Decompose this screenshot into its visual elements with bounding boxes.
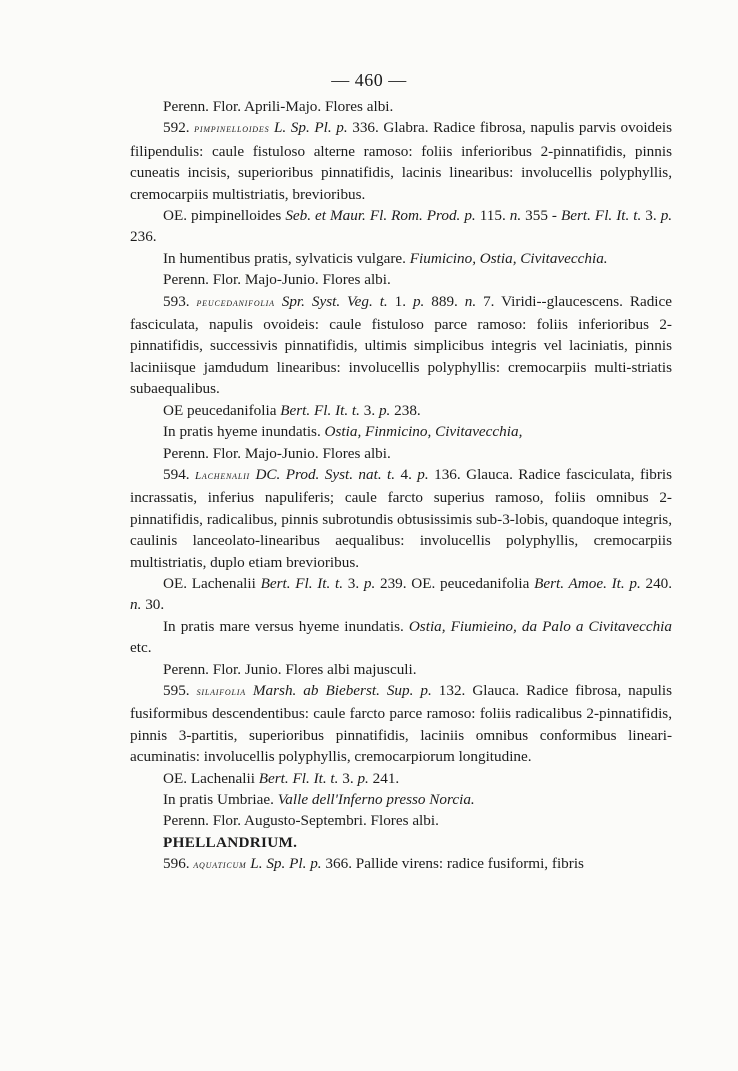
synonym-line: OE. pimpinelloides Seb. et Maur. Fl. Rom. Prod. p. 115. n. 355 - Bert. Fl. It. t. 3. p. 236. (130, 207, 673, 246)
phenology-line: Perenn. Flor. Majo-Junio. Flores albi. (163, 444, 391, 462)
habitat-line: In pratis mare versus hyeme inundatis. Ostia, Fiumieino, da Palo a Civitavecchia etc. (130, 617, 672, 657)
species-594-entry: 594. Lachenalii DC. Prod. Syst. nat. t. 4. p. 136. Glauca. Radice fasciculata, fibris incrassatis, inferius napuliferis; caule farcto superius ramoso, foliis omnibus 2-pinnatifidis, radicalibus, pinnis subrotundis obtusissimis sub-3-lobis, quandoque integris, caulinis lanceolato-linearibus aequalibus: involucellis polyphyllis, cremocarpiis multistriatis, duplo etiam brevioribus. (130, 465, 673, 571)
species-epithet: pimpinelloides (194, 123, 270, 136)
habitat-line: In pratis Umbriae. Valle dell'Inferno presso Norcia. (163, 791, 475, 808)
locality-list: Fiumicino, Ostia, Civitavecchia. (409, 249, 608, 267)
species-number: 592. (163, 119, 190, 137)
species-authority: DC. Prod. Syst. nat. t. (255, 465, 396, 483)
species-authority: L. Sp. Pl. p. (250, 855, 322, 873)
habitat-line: In humentibus pratis, sylvaticis vulgare. Fiumicino, Ostia, Civitavecchia. (163, 249, 608, 267)
species-authority: Spr. Syst. Veg. t. (281, 292, 388, 310)
species-epithet: peucedanifolia (196, 296, 275, 309)
species-description: 7. Viridi--glaucescens. Radice fasciculata, napulis ovoideis: caule fistuloso parce ramoso: foliis inferioribus 2-pinnatifidis, successivis pinnatifidis, ultimis simplicibus integris vel laciniatis, pinnis laciniisque jamdudum linearibus: involucellis polyphyllis: cremocarpiis multi-striatis subaequalibus. (130, 292, 673, 398)
locality-list: Ostia, Fiumieino, da Palo a Civitavecchia (408, 617, 672, 635)
species-595-entry (130, 680, 672, 768)
page-body (130, 96, 672, 877)
species-number: 593. (163, 292, 190, 310)
species-epithet: Lachenalii (195, 469, 251, 482)
locality-list: Valle dell'Inferno presso Norcia. (277, 791, 475, 808)
species-number: 596. (163, 855, 190, 873)
synonym-line: OE. Lachenalii Bert. Fl. It. t. 3. p. 241. (163, 769, 400, 787)
species-description: 336. Glabra. Radice fibrosa, napulis parvis ovoideis filipendulis: caule fistuloso alterne ramoso: foliis inferioribus 2-pinnatifidis, pinnis cuneatis incisis, superioribus pinnatifidis, lacinis linearibus: involucellis polyphyllis, cremocarpiis multistriatis, brevioribus. (130, 119, 673, 203)
species-596-entry (130, 853, 672, 876)
species-epithet: aquaticum (193, 859, 247, 872)
synonym-line: OE. Lachenalii Bert. Fl. It. t. 3. p. 239. OE. peucedanifolia Bert. Amoe. It. p. 240. n. 30. (130, 574, 673, 614)
phenology-line: Perenn. Flor. Majo-Junio. Flores albi. (163, 271, 391, 289)
species-593-entry: 593. peucedanifolia Spr. Syst. Veg. t. 1. p. 889. n. 7. Viridi--glaucescens. Radice fasciculata, napulis ovoideis: caule fistuloso parce ramoso: foliis inferioribus 2-pinnatifidis, successivis pinnatifidis, ultimis simplicibus integris vel laciniatis, pinnis laciniisque jamdudum linearibus: involucellis polyphyllis: cremocarpiis multi-striatis subaequalibus. (130, 292, 673, 398)
phenology-line: Perenn. Flor. Augusto-Septembri. Flores albi. (163, 812, 439, 830)
species-authority: L. Sp. Pl. p. (273, 119, 348, 137)
phenology-line: Perenn. Flor. Junio. Flores albi majusculi. (163, 660, 417, 678)
species-number: 594. (163, 465, 190, 483)
species-description: 366. Pallide virens: radice fusiformi, fibris (325, 855, 584, 873)
species-description: 136. Glauca. Radice fasciculata, fibris incrassatis, inferius napuliferis; caule farcto superius ramoso, foliis omnibus 2-pinnatifidis, radicalibus, pinnis subrotundis obtusissimis sub-3-lobis, quandoque integris, caulinis lanceolato-linearibus aequalibus: involucellis polyphyllis, cremocarpiis multistriatis, duplo etiam brevioribus. (130, 465, 673, 571)
habitat-line: In pratis hyeme inundatis. Ostia, Finmicino, Civitavecchia, (163, 423, 523, 441)
genus-heading: PHELLANDRIUM. (163, 833, 298, 851)
species-description: 132. Glauca. Radice fibrosa, napulis fusiformibus descendentibus: caule farcto parce ramoso: foliis radicalibus 2-pinnatifidis, pinnis 3-partitis, superioribus pinnatifidis, laciniis omnibus conformibus lineari-acuminatis: involucellis polyphyllis, cremocarpiorum longitudine. (130, 681, 673, 766)
phenology-line: Perenn. Flor. Aprili-Majo. Flores albi. (163, 98, 394, 115)
species-authority: Marsh. ab Bieberst. Sup. p. (252, 681, 432, 699)
species-epithet: silaifolia (196, 685, 246, 698)
species-number: 595. (163, 681, 190, 699)
species-592-entry (130, 117, 672, 205)
synonym-line: OE peucedanifolia Bert. Fl. It. t. 3. p. 238. (163, 401, 421, 419)
locality-list: Ostia, Finmicino, Civitavecchia, (324, 423, 523, 441)
page-number: — 460 — (331, 70, 407, 90)
